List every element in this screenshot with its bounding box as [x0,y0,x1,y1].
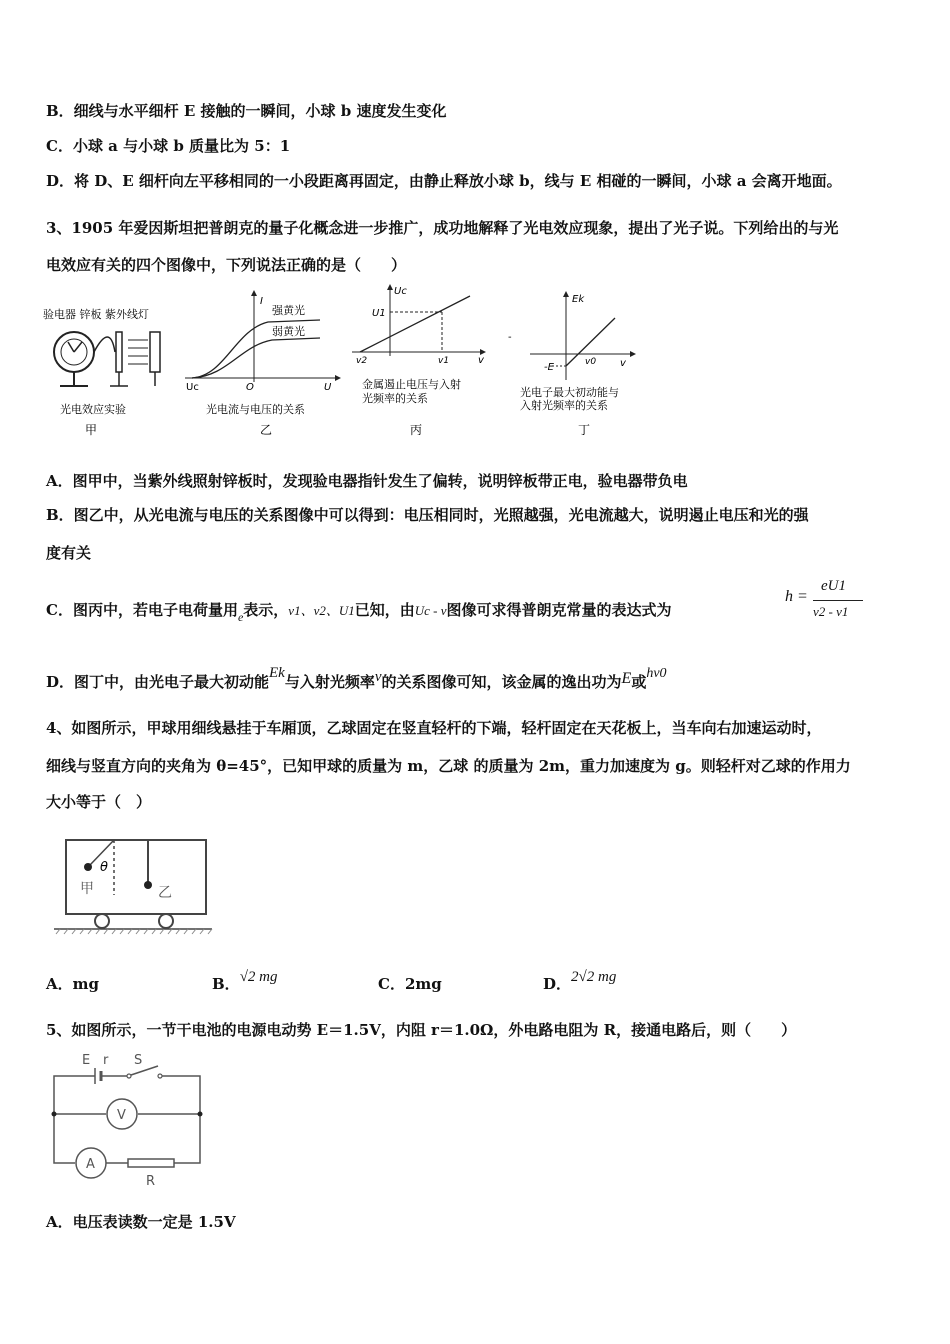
q3-option-a: A．图甲中，当紫外线照射锌板时，发现验电器指针发生了偏转，说明锌板带正电，验电器带负电 [46,472,688,490]
ding-v0: v0 [585,357,597,367]
bing-u1: U1 [372,308,386,319]
q3-option-c: C．图丙中，若电子电荷量用$_e$表示，ν1、ν2、U1已知，由Uc - ν图像可求得普朗克常量的表达式为 [46,601,672,624]
q4-stem-line2: 细线与竖直方向的夹角为 θ=45°，已知甲球的质量为 m，乙球 的质量为 2m，重力加速度为 g。则轻杆对乙球的作用力 [46,757,851,775]
ding-ek: Ek [572,294,585,305]
graph-name: Uc - ν [414,603,447,618]
q5-option-a: A．电压表读数一定是 1.5V [46,1213,236,1231]
charge-e: e [237,610,244,624]
q3-stem-line2: 电效应有关的四个图像中，下列说法正确的是（ ） [46,256,407,274]
angle-theta: θ [100,860,108,875]
svg-text:-: - [508,332,512,343]
yi-axis-i: I [260,296,263,307]
planck-formula: h = eU1 ν2 - ν1 [785,578,865,628]
label-jia: 甲 [80,881,94,897]
bing-v1: v1 [438,356,450,366]
q4-option-c: C．2mg [378,975,442,993]
yi-weak-label: 弱黄光 [272,325,305,338]
known-vars: ν1、ν2、U1 [288,603,355,618]
formula-denominator: ν2 - ν1 [813,604,849,619]
q2-option-b: B．细线与水平细杆 E 接触的一瞬间，小球 b 速度发生变化 [46,102,447,120]
formula-numerator: eU1 [821,578,846,594]
label-yi: 乙 [158,885,172,901]
yi-axis-uc: Uc [186,382,199,393]
bing-v: v [478,355,484,366]
q4-option-a: A．mg [46,975,99,993]
q4-option-d: D．2√2 mg [543,969,617,993]
bing-caption-1: 金属遏止电压与入射 [362,378,461,391]
bing-caption-2: 光频率的关系 [362,392,428,405]
cart-body [66,840,206,914]
q4-figure-cart [52,835,217,940]
wheel-left [95,914,109,928]
bing-axis-uc: Uc [394,286,407,297]
yi-axis-u: U [324,382,332,393]
q3-figures [40,282,660,442]
nu-symbol: ν [374,669,382,685]
ball-jia [84,863,92,871]
yi-name: 乙 [260,423,273,437]
yi-strong-label: 强黄光 [272,304,305,317]
bing-name: 丙 [410,423,423,437]
q4-stem-line3: 大小等于（ ） [46,793,152,811]
q2-option-c: C．小球 a 与小球 b 质量比为 5：1 [46,137,291,155]
q3-stem-line1: 3、1905 年爱因斯坦把普朗克的量子化概念进一步推广，成功地解释了光电效应现象，提出了光子说。下列给出的与光 [46,219,839,237]
circuit-v: V [117,1108,126,1123]
ball-yi [144,881,152,889]
q3-option-b-line1: B．图乙中，从光电流与电压的关系图像中可以得到：电压相同时，光照越强，光电流越大，说明遏止电压和光的强 [46,506,809,524]
wheel-right [159,914,173,928]
ding-v: v [620,358,626,369]
figure-ding [508,291,636,437]
q5-circuit [40,1048,215,1193]
jia-caption: 光电效应实验 [60,403,126,416]
sqrt2-mg: √2 mg [239,969,278,985]
work-function-hv0: hν0 [646,666,667,681]
figure-yi [185,290,341,437]
two-sqrt2-mg: 2√2 mg [571,969,617,985]
jia-labels: 验电器 锌板 紫外线灯 [43,308,149,321]
circuit-r-label: R [146,1174,156,1189]
zinc-plate-icon [116,332,122,372]
circuit-s: S [134,1053,143,1068]
ek-symbol: Ek [269,665,285,681]
circuit-e: E [82,1053,91,1068]
ding-caption-2: 入射光频率的关系 [520,399,608,412]
jia-name: 甲 [85,423,98,437]
ding-caption-1: 光电子最大初动能与 [520,386,619,399]
work-function-e: E [621,670,632,687]
figure-jia [43,307,160,437]
q4-option-b: B．√2 mg [212,969,278,993]
q3-option-d: D．图丁中，由光电子最大初动能Ek与入射光频率ν的关系图像可知，该金属的逸出功为E或hν0 [46,665,667,691]
uv-lamp-icon [150,332,160,372]
ding-e: -E [544,362,554,373]
circuit-a: A [86,1157,95,1172]
figure-bing [352,284,486,437]
yi-axis-o: O [246,382,254,393]
q3-option-b-line2: 度有关 [46,544,92,562]
yi-caption: 光电流与电压的关系 [206,403,305,416]
circuit-r: r [103,1053,109,1068]
q5-stem: 5、如图所示，一节干电池的电源电动势 E＝1.5V，内阻 r＝1.0Ω，外电路电阻为 R，接通电路后，则（ ） [46,1021,797,1039]
ding-name: 丁 [578,423,591,437]
q2-option-d: D．将 D、E 细杆向左平移相同的一小段距离再固定，由静止释放小球 b，线与 E 相碰的一瞬间，小球 a 会离开地面。 [46,172,842,190]
q4-stem-line1: 4、如图所示，甲球用细线悬挂于车厢顶，乙球固定在竖直轻杆的下端，轻杆固定在天花板上，当车向右加速运动时， [46,719,822,737]
bing-v2: v2 [356,356,368,366]
